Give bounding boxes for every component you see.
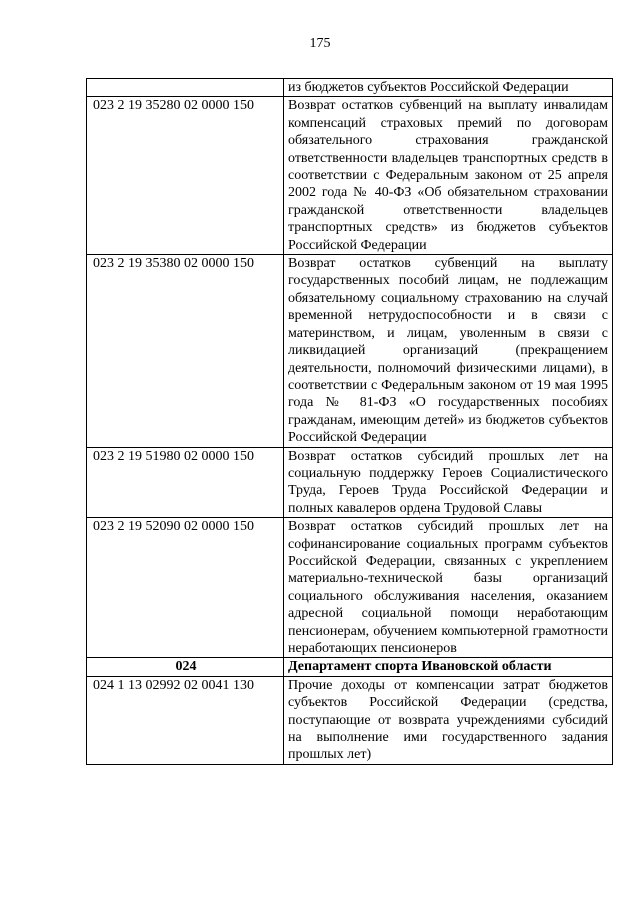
table-row <box>87 97 613 255</box>
budget-classification-table <box>86 78 613 765</box>
code-cell: 023 2 19 52090 02 0000 150 <box>87 518 284 658</box>
table-row <box>87 255 613 447</box>
description-cell: из бюджетов субъектов Российской Федерации <box>284 79 613 97</box>
department-name-cell: Департамент спорта Ивановской области <box>284 658 613 676</box>
description-cell: Прочие доходы от компенсации затрат бюджетов субъектов Российской Федерации (средства, поступающие от возврата учреждениями субсидий на выполнение ими государственного задания прошлых лет) <box>284 676 613 764</box>
description-cell: Возврат остатков субсидий прошлых лет на социальную поддержку Героев Социалистического Труда, Героев Труда Российской Федерации и полных кавалеров ордена Трудовой Славы <box>284 447 613 518</box>
code-cell: 024 1 13 02992 02 0041 130 <box>87 676 284 764</box>
code-cell <box>87 79 284 97</box>
code-cell: 023 2 19 35380 02 0000 150 <box>87 255 284 447</box>
table-row <box>87 79 613 97</box>
department-code-cell: 024 <box>87 658 284 676</box>
department-header-row <box>87 658 613 676</box>
table-row <box>87 447 613 518</box>
description-cell: Возврат остатков субвенций на выплату государственных пособий лицам, не подлежащим обязательному социальному страхованию на случай временной нетрудоспособности и в связи с материнством, и лицам, уволенным в связи с ликвидацией организаций (прекращением деятельности, полномочий физическими лицами), в соответствии с Федеральным законом от 19 мая 1995 года № 81-ФЗ «О государственных пособиях гражданам, имеющим детей» из бюджетов субъектов Российской Федерации <box>284 255 613 447</box>
table-row <box>87 518 613 658</box>
table-row <box>87 676 613 764</box>
description-cell: Возврат остатков субвенций на выплату инвалидам компенсаций страховых премий по договорам обязательного страхования гражданской ответственности владельцев транспортных средств в соответствии с Федеральным законом от 25 апреля 2002 года № 40-ФЗ «Об обязательном страховании гражданской ответственности владельцев транспортных средств» из бюджетов субъектов Российской Федерации <box>284 97 613 255</box>
code-cell: 023 2 19 35280 02 0000 150 <box>87 97 284 255</box>
description-cell: Возврат остатков субсидий прошлых лет на софинансирование социальных программ субъектов Российской Федерации, связанных с укреплением материально-технической базы организаций социального обслуживания населения, оказанием адресной социальной помощи неработающим пенсионерам, обучением компьютерной грамотности неработающих пенсионеров <box>284 518 613 658</box>
code-cell: 023 2 19 51980 02 0000 150 <box>87 447 284 518</box>
page-number: 175 <box>309 36 331 51</box>
